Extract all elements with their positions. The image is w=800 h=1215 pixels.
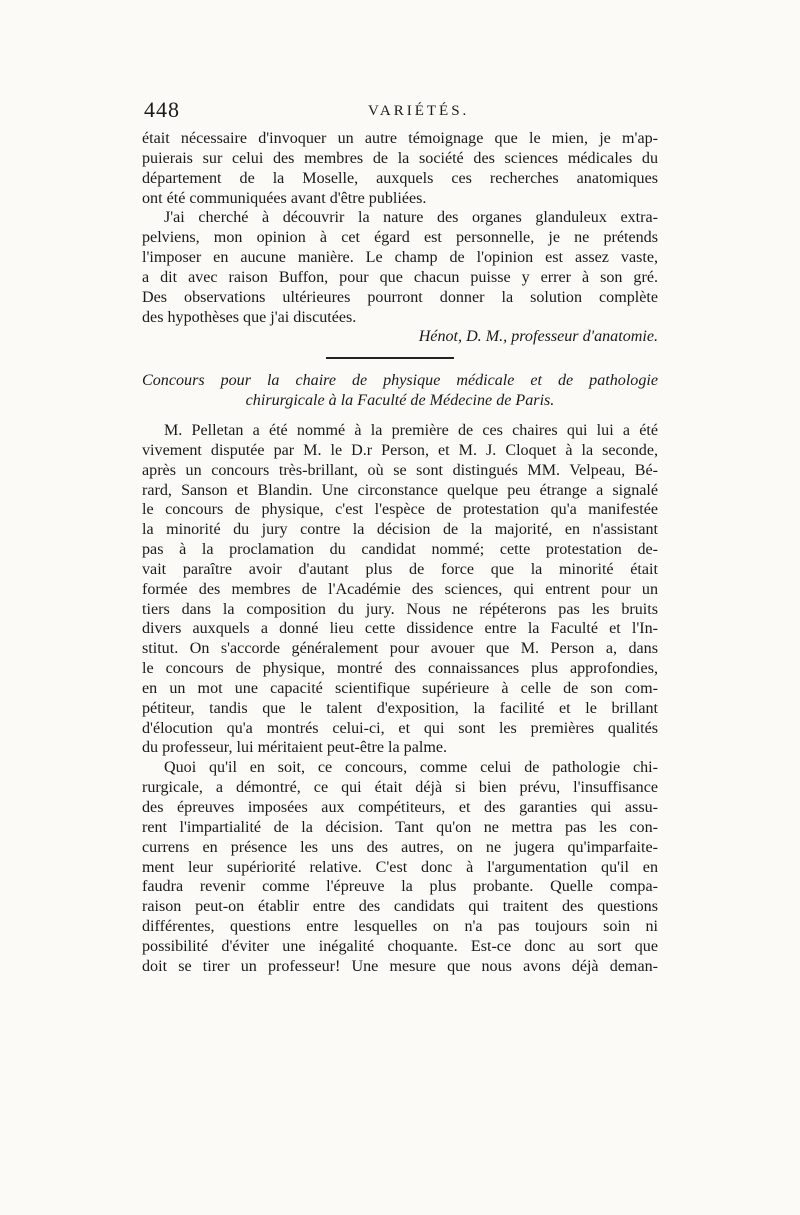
text-line: du professeur, lui méritaient peut-être la palme.	[142, 739, 448, 757]
section-divider	[142, 347, 658, 371]
text-line: pétiteur, tandis que le talent d'exposition, la facilité et le brillant	[142, 699, 658, 717]
text-line: était nécessaire d'invoquer un autre témoignage que le mien, je m'ap-	[142, 130, 658, 147]
text-line: Concours pour la chaire de physique médicale et de pathologie	[142, 372, 658, 390]
text-line: département de la Moselle, auxquels ces recherches anatomiques	[142, 169, 658, 187]
text-line: currens en présence les uns des autres, on ne jugera qu'imparfaite-	[142, 838, 658, 856]
text-line: des épreuves imposées aux compétiteurs, et des garanties qui assu-	[142, 799, 658, 816]
text-line: formée des membres de l'Académie des sciences, qui entrent pour un	[142, 580, 658, 598]
text-line: ont été communiquées avant d'être publiées.	[142, 189, 427, 207]
text-line: Hénot, D. M., professeur d'anatomie.	[418, 328, 658, 346]
text-line: stitut. On s'accorde généralement pour avouer que M. Person a, dans	[142, 640, 658, 658]
text-line: la minorité du jury contre la décision de la majorité, en n'assistant	[142, 521, 658, 539]
text-line: possibilité d'éviter une inégalité choquante. Est-ce donc au sort que	[142, 937, 658, 955]
text-line: divers auxquels a donné lieu cette dissidence entre la Faculté et l'In-	[142, 620, 658, 638]
text-line: différentes, questions entre lesquelles on n'a pas toujours soin ni	[142, 918, 658, 936]
text-line: en un mot une capacité scientifique supérieure à celle de son com-	[142, 679, 658, 697]
text-line: tiers dans la composition du jury. Nous ne répéterons pas les bruits	[142, 600, 658, 618]
running-head: VARIÉTÉS.	[368, 103, 470, 119]
text-line: vait paraître avoir d'autant plus de force que la minorité était	[142, 560, 658, 578]
text-line: Des observations ultérieures pourront donner la solution complète	[142, 288, 658, 306]
text-line: Quoi qu'il en soit, ce concours, comme celui de pathologie chi-	[164, 759, 658, 777]
text-line: a dit avec raison Buffon, pour que chacun puisse y errer à son gré.	[142, 268, 658, 286]
text-line: vivement disputée par M. le D.r Person, et M. J. Cloquet à la seconde,	[142, 441, 658, 459]
text-line: raison peut-on établir entre des candidats qui traitent des questions	[142, 898, 658, 916]
text-line: faudra revenir comme l'épreuve la plus probante. Quelle compa-	[142, 878, 658, 896]
text-line: rurgicale, a démontré, ce qui était déjà si bien prévu, l'insuffisance	[142, 779, 658, 797]
divider-rule	[326, 357, 454, 359]
text-line: le concours de physique, montré des connaissances plus approfondies,	[142, 660, 658, 678]
text-line: après un concours très-brillant, où se sont distingués MM. Velpeau, Bé-	[142, 461, 658, 479]
text-line: rard, Sanson et Blandin. Une circonstance quelque peu étrange a signalé	[142, 481, 658, 499]
paragraph-spacer	[142, 411, 658, 421]
text-line: chirurgicale à la Faculté de Médecine de Paris.	[245, 392, 555, 410]
text-line: d'élocution qu'a montrés celui-ci, et qui sont les premières qualités	[142, 719, 658, 737]
text-line: pelviens, mon opinion à cet égard est personnelle, je ne prétends	[142, 229, 658, 247]
page-number: 448	[144, 97, 180, 122]
text-line: le concours de physique, c'est l'espèce de protestation qu'a manifestée	[142, 501, 658, 519]
body-text	[142, 129, 658, 977]
text-line: des hypothèses que j'ai discutées.	[142, 308, 357, 326]
text-line: rent l'impartialité de la décision. Tant qu'on ne mettra pas les con-	[142, 818, 658, 836]
page-header	[140, 97, 660, 125]
text-line: l'imposer en aucune manière. Le champ de l'opinion est assez vaste,	[142, 249, 658, 267]
text-line: J'ai cherché à découvrir la nature des organes glanduleux extra-	[164, 209, 658, 227]
text-line: M. Pelletan a été nommé à la première de ces chaires qui lui a été	[164, 421, 658, 439]
text-line: ment leur supériorité relative. C'est donc à l'argumentation qu'il en	[142, 858, 658, 876]
text-line: pas à la proclamation du candidat nommé; cette protestation de-	[142, 541, 658, 559]
text-line: doit se tirer un professeur! Une mesure que nous avons déjà deman-	[142, 957, 658, 975]
text-line: puierais sur celui des membres de la société des sciences médicales du	[142, 149, 658, 167]
